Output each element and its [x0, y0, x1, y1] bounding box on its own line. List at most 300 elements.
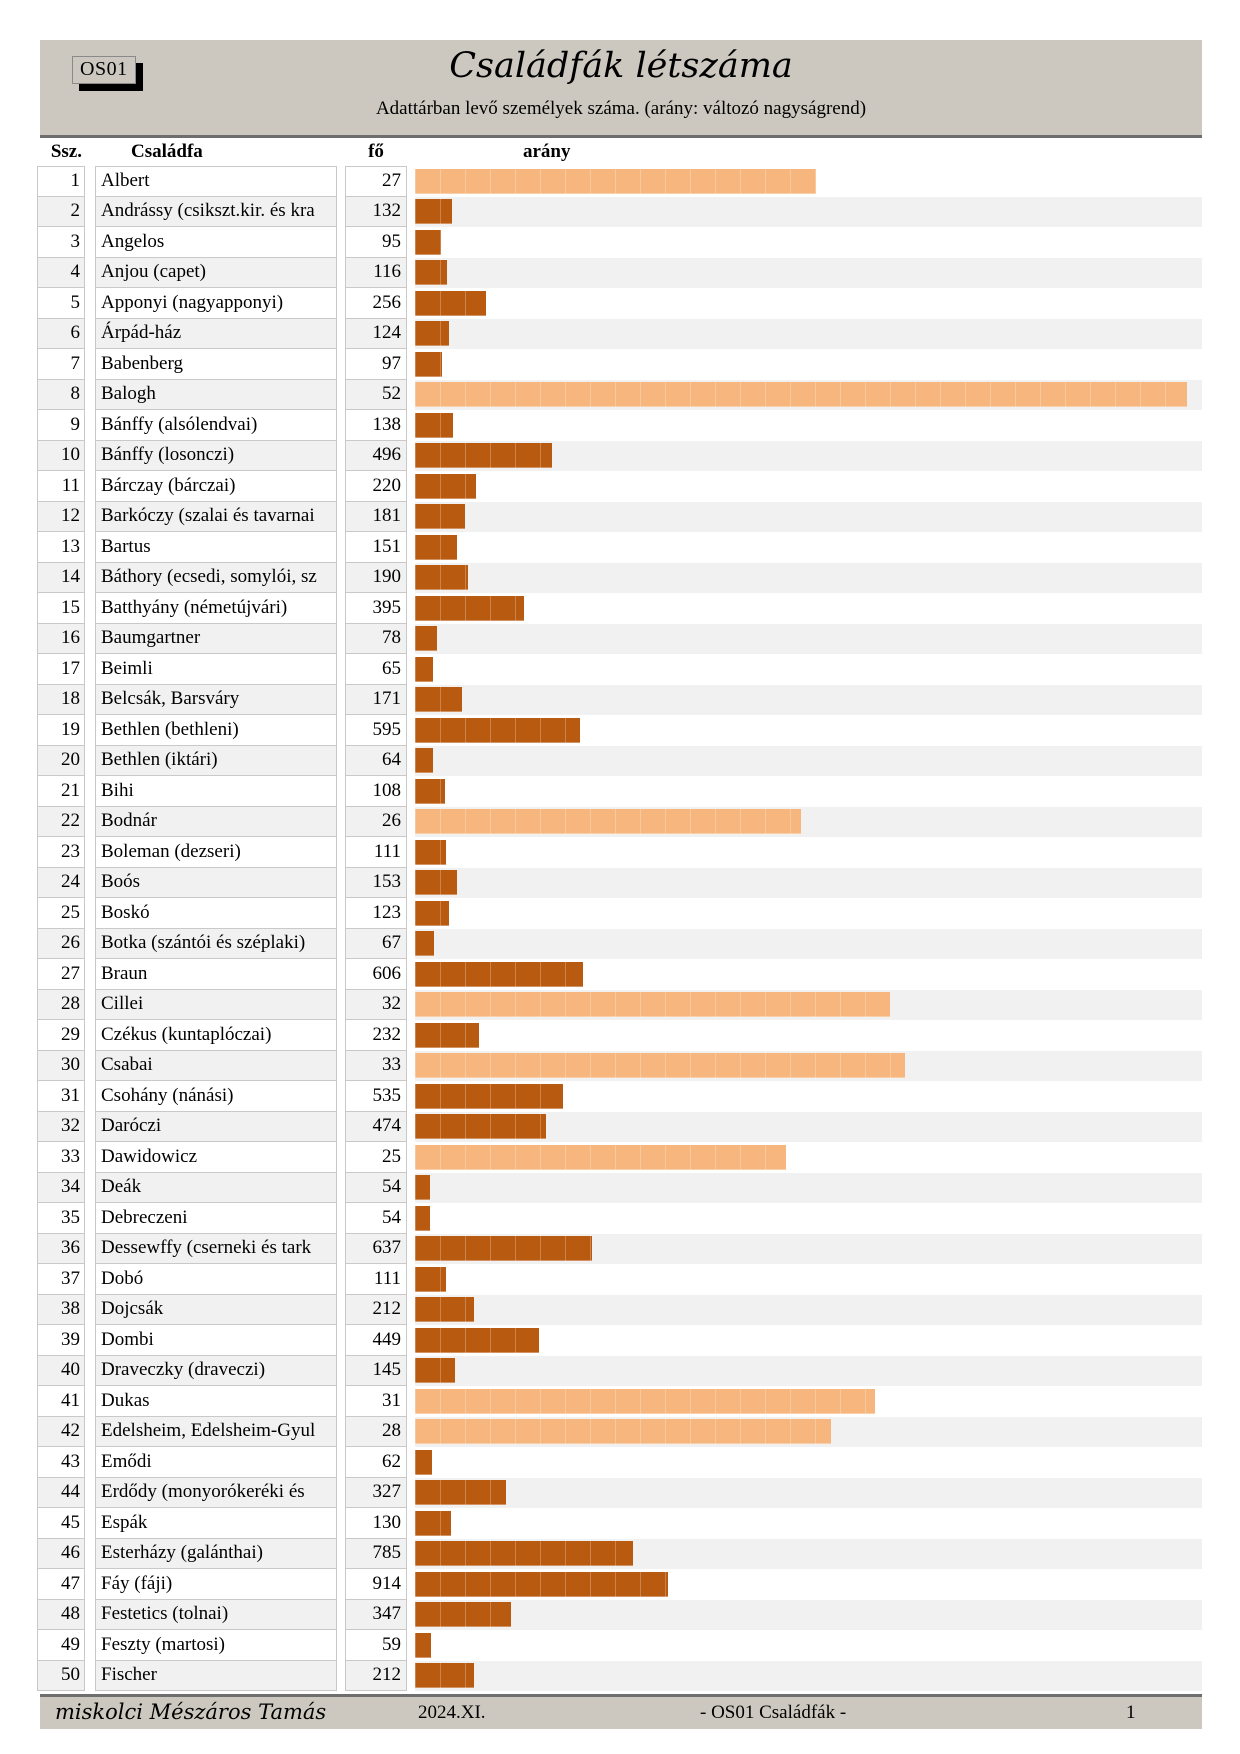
ratio-bar: [415, 779, 445, 804]
table-row: [37, 776, 1202, 807]
row-number: 45: [37, 1508, 85, 1539]
ratio-bar: [415, 1328, 539, 1353]
ratio-bar: [415, 169, 816, 194]
table-row: [37, 1600, 1202, 1631]
row-number: 33: [37, 1142, 85, 1173]
table-row: [37, 1264, 1202, 1295]
ratio-bar-cell: [415, 1112, 1202, 1143]
row-number: 32: [37, 1112, 85, 1143]
ratio-bar: [415, 748, 433, 773]
person-count: 327: [345, 1478, 407, 1509]
row-number: 12: [37, 502, 85, 533]
person-count: 28: [345, 1417, 407, 1448]
report-footer: [40, 1694, 1202, 1729]
person-count: 26: [345, 807, 407, 838]
ratio-bar: [415, 718, 580, 743]
table-row: [37, 1295, 1202, 1326]
person-count: 130: [345, 1508, 407, 1539]
person-count: 151: [345, 532, 407, 563]
table-row: [37, 1447, 1202, 1478]
table-row: [37, 410, 1202, 441]
family-name: Bihi: [95, 776, 337, 807]
person-count: 65: [345, 654, 407, 685]
person-count: 256: [345, 288, 407, 319]
family-name: Erdődy (monyorókeréki és: [95, 1478, 337, 1509]
ratio-bar-cell: [415, 380, 1202, 411]
family-name: Boós: [95, 868, 337, 899]
table-row: [37, 898, 1202, 929]
ratio-bar: [415, 1358, 455, 1383]
ratio-bar: [415, 962, 583, 987]
family-name: Baumgartner: [95, 624, 337, 655]
family-table: [37, 166, 1202, 1691]
family-name: Draveczky (draveczi): [95, 1356, 337, 1387]
family-name: Dobó: [95, 1264, 337, 1295]
family-name: Bodnár: [95, 807, 337, 838]
table-row: [37, 654, 1202, 685]
person-count: 111: [345, 1264, 407, 1295]
person-count: 52: [345, 380, 407, 411]
row-number: 1: [37, 166, 85, 197]
ratio-bar: [415, 840, 446, 865]
ratio-bar: [415, 1572, 668, 1597]
ratio-bar: [415, 1511, 451, 1536]
row-number: 8: [37, 380, 85, 411]
footer-page-number: 1: [1126, 1702, 1136, 1723]
ratio-bar-cell: [415, 319, 1202, 350]
column-header-ratio: arány: [523, 141, 571, 162]
person-count: 124: [345, 319, 407, 350]
family-name: Botka (szántói és széplaki): [95, 929, 337, 960]
table-row: [37, 227, 1202, 258]
ratio-bar-cell: [415, 1325, 1202, 1356]
family-name: Feszty (martosi): [95, 1630, 337, 1661]
ratio-bar: [415, 413, 453, 438]
person-count: 123: [345, 898, 407, 929]
ratio-bar-cell: [415, 1356, 1202, 1387]
ratio-bar-cell: [415, 563, 1202, 594]
family-name: Dombi: [95, 1325, 337, 1356]
person-count: 785: [345, 1539, 407, 1570]
ratio-bar-cell: [415, 1020, 1202, 1051]
family-name: Bethlen (bethleni): [95, 715, 337, 746]
footer-author: miskolci Mészáros Tamás: [55, 1700, 327, 1724]
family-name: Apponyi (nagyapponyi): [95, 288, 337, 319]
row-number: 21: [37, 776, 85, 807]
person-count: 116: [345, 258, 407, 289]
table-row: [37, 990, 1202, 1021]
page-title: Családfák létszáma: [449, 46, 793, 86]
ratio-bar-cell: [415, 1539, 1202, 1570]
row-number: 42: [37, 1417, 85, 1448]
table-row: [37, 380, 1202, 411]
table-row: [37, 258, 1202, 289]
ratio-bar-cell: [415, 1234, 1202, 1265]
person-count: 27: [345, 166, 407, 197]
ratio-bar: [415, 1602, 511, 1627]
ratio-bar: [415, 1236, 592, 1261]
row-number: 48: [37, 1600, 85, 1631]
ratio-bar-cell: [415, 258, 1202, 289]
ratio-bar: [415, 474, 476, 499]
row-number: 50: [37, 1661, 85, 1692]
table-row: [37, 1142, 1202, 1173]
report-code-badge: OS01: [72, 56, 136, 84]
ratio-bar-cell: [415, 1173, 1202, 1204]
family-name: Albert: [95, 166, 337, 197]
person-count: 95: [345, 227, 407, 258]
ratio-bar: [415, 1450, 432, 1475]
row-number: 2: [37, 197, 85, 228]
ratio-bar: [415, 230, 441, 255]
family-name: Emődi: [95, 1447, 337, 1478]
row-number: 49: [37, 1630, 85, 1661]
ratio-bar-cell: [415, 1142, 1202, 1173]
row-number: 28: [37, 990, 85, 1021]
ratio-bar-cell: [415, 471, 1202, 502]
person-count: 138: [345, 410, 407, 441]
family-name: Batthyány (németújvári): [95, 593, 337, 624]
family-name: Csohány (nánási): [95, 1081, 337, 1112]
report-header: [40, 40, 1202, 138]
person-count: 62: [345, 1447, 407, 1478]
table-row: [37, 1112, 1202, 1143]
row-number: 11: [37, 471, 85, 502]
ratio-bar-cell: [415, 1661, 1202, 1692]
row-number: 36: [37, 1234, 85, 1265]
family-name: Anjou (capet): [95, 258, 337, 289]
ratio-bar-cell: [415, 746, 1202, 777]
person-count: 78: [345, 624, 407, 655]
person-count: 54: [345, 1173, 407, 1204]
ratio-bar: [415, 352, 442, 377]
row-number: 5: [37, 288, 85, 319]
ratio-bar-cell: [415, 959, 1202, 990]
table-row: [37, 959, 1202, 990]
family-name: Beimli: [95, 654, 337, 685]
ratio-bar: [415, 535, 457, 560]
row-number: 16: [37, 624, 85, 655]
ratio-bar-cell: [415, 685, 1202, 716]
table-row: [37, 868, 1202, 899]
family-name: Angelos: [95, 227, 337, 258]
person-count: 25: [345, 1142, 407, 1173]
row-number: 26: [37, 929, 85, 960]
person-count: 496: [345, 441, 407, 472]
person-count: 132: [345, 197, 407, 228]
person-count: 31: [345, 1386, 407, 1417]
ratio-bar-cell: [415, 990, 1202, 1021]
person-count: 347: [345, 1600, 407, 1631]
family-name: Bethlen (iktári): [95, 746, 337, 777]
person-count: 606: [345, 959, 407, 990]
ratio-bar-cell: [415, 1600, 1202, 1631]
person-count: 32: [345, 990, 407, 1021]
person-count: 171: [345, 685, 407, 716]
table-row: [37, 532, 1202, 563]
person-count: 220: [345, 471, 407, 502]
ratio-bar: [415, 260, 447, 285]
ratio-bar: [415, 1267, 446, 1292]
person-count: 637: [345, 1234, 407, 1265]
ratio-bar-cell: [415, 1508, 1202, 1539]
family-name: Braun: [95, 959, 337, 990]
row-number: 6: [37, 319, 85, 350]
ratio-bar: [415, 565, 468, 590]
ratio-bar-cell: [415, 898, 1202, 929]
footer-date: 2024.XI.: [418, 1702, 486, 1723]
ratio-bar-cell: [415, 1203, 1202, 1234]
row-number: 46: [37, 1539, 85, 1570]
column-header-ssz: Ssz.: [50, 141, 82, 162]
table-column-headers: [37, 138, 1202, 166]
ratio-bar: [415, 1084, 563, 1109]
table-row: [37, 1386, 1202, 1417]
row-number: 15: [37, 593, 85, 624]
person-count: 64: [345, 746, 407, 777]
row-number: 7: [37, 349, 85, 380]
row-number: 38: [37, 1295, 85, 1326]
table-row: [37, 1508, 1202, 1539]
table-row: [37, 807, 1202, 838]
table-row: [37, 715, 1202, 746]
family-name: Festetics (tolnai): [95, 1600, 337, 1631]
ratio-bar: [415, 199, 452, 224]
ratio-bar: [415, 321, 449, 346]
ratio-bar-cell: [415, 1295, 1202, 1326]
row-number: 3: [37, 227, 85, 258]
family-name: Edelsheim, Edelsheim-Gyul: [95, 1417, 337, 1448]
family-name: Dukas: [95, 1386, 337, 1417]
person-count: 108: [345, 776, 407, 807]
table-row: [37, 502, 1202, 533]
table-row: [37, 685, 1202, 716]
family-name: Barkóczy (szalai és tavarnai: [95, 502, 337, 533]
ratio-bar: [415, 626, 437, 651]
family-name: Bánffy (losonczi): [95, 441, 337, 472]
person-count: 212: [345, 1661, 407, 1692]
ratio-bar-cell: [415, 1051, 1202, 1082]
ratio-bar: [415, 1114, 546, 1139]
family-name: Bánffy (alsólendvai): [95, 410, 337, 441]
ratio-bar: [415, 687, 462, 712]
person-count: 181: [345, 502, 407, 533]
family-name: Balogh: [95, 380, 337, 411]
family-name: Árpád-ház: [95, 319, 337, 350]
family-name: Csabai: [95, 1051, 337, 1082]
family-name: Deák: [95, 1173, 337, 1204]
person-count: 54: [345, 1203, 407, 1234]
row-number: 14: [37, 563, 85, 594]
table-row: [37, 471, 1202, 502]
row-number: 27: [37, 959, 85, 990]
ratio-bar: [415, 504, 465, 529]
ratio-bar: [415, 809, 801, 834]
family-name: Fischer: [95, 1661, 337, 1692]
ratio-bar: [415, 1663, 474, 1688]
column-header-count: fő: [368, 141, 384, 162]
family-name: Belcsák, Barsváry: [95, 685, 337, 716]
ratio-bar-cell: [415, 1478, 1202, 1509]
person-count: 914: [345, 1569, 407, 1600]
ratio-bar-cell: [415, 776, 1202, 807]
ratio-bar: [415, 291, 486, 316]
row-number: 30: [37, 1051, 85, 1082]
table-row: [37, 624, 1202, 655]
ratio-bar-cell: [415, 1569, 1202, 1600]
row-number: 18: [37, 685, 85, 716]
ratio-bar: [415, 657, 433, 682]
person-count: 449: [345, 1325, 407, 1356]
person-count: 153: [345, 868, 407, 899]
person-count: 212: [345, 1295, 407, 1326]
ratio-bar-cell: [415, 837, 1202, 868]
row-number: 44: [37, 1478, 85, 1509]
table-row: [37, 1630, 1202, 1661]
person-count: 474: [345, 1112, 407, 1143]
column-header-family: Családfa: [131, 141, 203, 162]
table-row: [37, 746, 1202, 777]
ratio-bar: [415, 992, 890, 1017]
table-row: [37, 197, 1202, 228]
person-count: 595: [345, 715, 407, 746]
row-number: 22: [37, 807, 85, 838]
row-number: 10: [37, 441, 85, 472]
family-name: Czékus (kuntaplóczai): [95, 1020, 337, 1051]
ratio-bar-cell: [415, 624, 1202, 655]
row-number: 39: [37, 1325, 85, 1356]
table-row: [37, 288, 1202, 319]
table-row: [37, 1325, 1202, 1356]
ratio-bar-cell: [415, 1630, 1202, 1661]
row-number: 47: [37, 1569, 85, 1600]
table-row: [37, 1661, 1202, 1692]
family-name: Debreczeni: [95, 1203, 337, 1234]
ratio-bar-cell: [415, 410, 1202, 441]
person-count: 67: [345, 929, 407, 960]
row-number: 4: [37, 258, 85, 289]
ratio-bar: [415, 1297, 474, 1322]
row-number: 9: [37, 410, 85, 441]
ratio-bar: [415, 596, 524, 621]
table-row: [37, 319, 1202, 350]
ratio-bar: [415, 1206, 430, 1231]
ratio-bar: [415, 1419, 831, 1444]
family-name: Esterházy (galánthai): [95, 1539, 337, 1570]
person-count: 59: [345, 1630, 407, 1661]
ratio-bar-cell: [415, 868, 1202, 899]
ratio-bar-cell: [415, 197, 1202, 228]
person-count: 145: [345, 1356, 407, 1387]
ratio-bar: [415, 1541, 633, 1566]
person-count: 33: [345, 1051, 407, 1082]
ratio-bar-cell: [415, 929, 1202, 960]
table-row: [37, 1173, 1202, 1204]
ratio-bar: [415, 443, 552, 468]
ratio-bar-cell: [415, 807, 1202, 838]
ratio-bar-cell: [415, 502, 1202, 533]
table-row: [37, 1020, 1202, 1051]
table-row: [37, 1539, 1202, 1570]
person-count: 190: [345, 563, 407, 594]
table-row: [37, 1234, 1202, 1265]
family-name: Fáy (fáji): [95, 1569, 337, 1600]
ratio-bar: [415, 931, 434, 956]
row-number: 40: [37, 1356, 85, 1387]
table-row: [37, 593, 1202, 624]
table-row: [37, 563, 1202, 594]
row-number: 23: [37, 837, 85, 868]
ratio-bar-cell: [415, 1447, 1202, 1478]
ratio-bar: [415, 1023, 479, 1048]
person-count: 97: [345, 349, 407, 380]
table-row: [37, 837, 1202, 868]
page-subtitle: Adattárban levő személyek száma. (arány: változó nagyságrend): [375, 98, 867, 119]
ratio-bar: [415, 1053, 905, 1078]
family-name: Andrássy (csikszt.kir. és kra: [95, 197, 337, 228]
family-name: Espák: [95, 1508, 337, 1539]
row-number: 35: [37, 1203, 85, 1234]
ratio-bar-cell: [415, 349, 1202, 380]
ratio-bar: [415, 901, 449, 926]
table-row: [37, 1051, 1202, 1082]
row-number: 25: [37, 898, 85, 929]
family-name: Boleman (dezseri): [95, 837, 337, 868]
ratio-bar-cell: [415, 654, 1202, 685]
person-count: 395: [345, 593, 407, 624]
family-name: Dawidowicz: [95, 1142, 337, 1173]
row-number: 20: [37, 746, 85, 777]
ratio-bar-cell: [415, 715, 1202, 746]
table-row: [37, 441, 1202, 472]
ratio-bar-cell: [415, 441, 1202, 472]
family-name: Cillei: [95, 990, 337, 1021]
row-number: 17: [37, 654, 85, 685]
ratio-bar: [415, 1480, 506, 1505]
family-name: Boskó: [95, 898, 337, 929]
family-name: Bárczay (bárczai): [95, 471, 337, 502]
family-name: Daróczi: [95, 1112, 337, 1143]
row-number: 43: [37, 1447, 85, 1478]
family-name: Babenberg: [95, 349, 337, 380]
person-count: 111: [345, 837, 407, 868]
family-name: Bartus: [95, 532, 337, 563]
ratio-bar: [415, 1145, 786, 1170]
row-number: 24: [37, 868, 85, 899]
ratio-bar-cell: [415, 227, 1202, 258]
family-name: Báthory (ecsedi, somylói, sz: [95, 563, 337, 594]
person-count: 535: [345, 1081, 407, 1112]
table-row: [37, 1478, 1202, 1509]
ratio-bar-cell: [415, 593, 1202, 624]
ratio-bar-cell: [415, 532, 1202, 563]
ratio-bar: [415, 870, 457, 895]
row-number: 29: [37, 1020, 85, 1051]
table-row: [37, 1356, 1202, 1387]
ratio-bar-cell: [415, 1081, 1202, 1112]
table-row: [37, 349, 1202, 380]
row-number: 34: [37, 1173, 85, 1204]
row-number: 41: [37, 1386, 85, 1417]
family-name: Dojcsák: [95, 1295, 337, 1326]
table-row: [37, 1417, 1202, 1448]
ratio-bar-cell: [415, 1417, 1202, 1448]
ratio-bar-cell: [415, 166, 1202, 197]
table-row: [37, 1203, 1202, 1234]
ratio-bar-cell: [415, 288, 1202, 319]
table-row: [37, 929, 1202, 960]
footer-doc-title: - OS01 Családfák -: [700, 1702, 847, 1723]
